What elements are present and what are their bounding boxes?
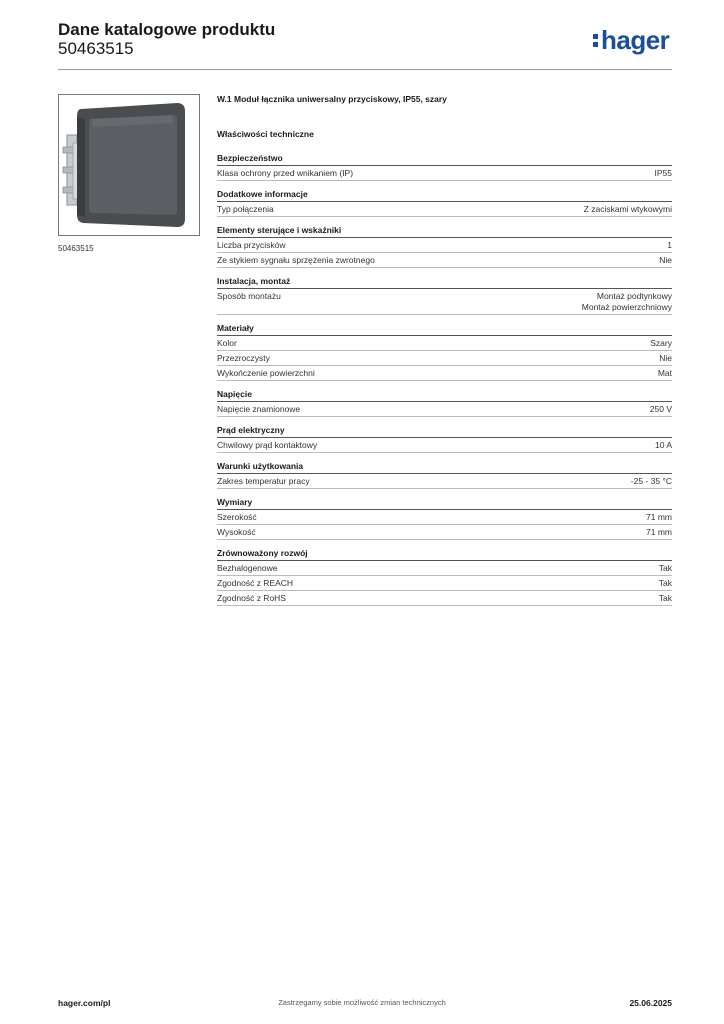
spec-row: [217, 289, 672, 315]
spec-label: Liczba przycisków: [217, 240, 286, 250]
spec-value-line: 10 A: [654, 440, 672, 450]
spec-sections: [217, 153, 672, 606]
spec-label: Szerokość: [217, 512, 257, 522]
spec-row: [217, 166, 672, 181]
spec-value: [658, 368, 672, 379]
tech-properties-heading: Właściwości techniczne: [217, 129, 314, 139]
spec-value-line: 1: [667, 240, 672, 250]
spec-row: [217, 438, 672, 453]
spec-value-line: Montaż powierzchniowy: [581, 302, 672, 312]
spec-label: Sposób montażu: [217, 291, 281, 301]
spec-value: [646, 512, 672, 523]
spec-value: [650, 338, 672, 349]
spec-label: Zgodność z REACH: [217, 578, 294, 588]
spec-row: [217, 351, 672, 366]
spec-value-line: Z zaciskami wtykowymi: [583, 204, 672, 214]
spec-value: [659, 255, 672, 266]
spec-row: [217, 525, 672, 540]
spec-label: Typ połączenia: [217, 204, 274, 214]
spec-section: [217, 461, 672, 489]
spec-value-line: Nie: [659, 353, 672, 363]
spec-value: [659, 563, 672, 574]
spec-section: [217, 225, 672, 268]
spec-value: [655, 168, 673, 179]
spec-value: [655, 440, 672, 451]
spec-label: Klasa ochrony przed wnikaniem (IP): [217, 168, 354, 178]
hager-logo: [593, 25, 669, 56]
spec-row: [217, 510, 672, 525]
spec-row: [217, 402, 672, 417]
section-title: Prąd elektryczny: [217, 425, 672, 438]
spec-value: [659, 578, 672, 589]
footer-disclaimer: Zastrzegamy sobie możliwość zmian technicznych: [278, 998, 446, 1007]
spec-section: [217, 153, 672, 181]
spec-row: [217, 238, 672, 253]
spec-row: [217, 474, 672, 489]
spec-section: [217, 497, 672, 540]
spec-value-line: -25 - 35 °C: [630, 476, 672, 486]
spec-label: Chwilowy prąd kontaktowy: [217, 440, 318, 450]
spec-row: [217, 576, 672, 591]
spec-row: [217, 561, 672, 576]
section-title: Napięcie: [217, 389, 672, 402]
spec-label: Kolor: [217, 338, 237, 348]
spec-value-line: Montaż podtynkowy: [596, 291, 672, 301]
spec-section: [217, 323, 672, 381]
spec-value-line: Tak: [658, 578, 672, 588]
spec-row: [217, 202, 672, 217]
spec-value-line: Mat: [657, 368, 672, 378]
spec-section: [217, 189, 672, 217]
spec-value: [631, 476, 672, 487]
spec-value: [646, 527, 672, 538]
spec-value: [667, 240, 672, 251]
spec-section: [217, 389, 672, 417]
spec-value-line: Szary: [650, 338, 672, 348]
spec-value-line: 71 mm: [646, 527, 672, 537]
spec-value-line: 250 V: [649, 404, 672, 414]
spec-row: [217, 366, 672, 381]
spec-value: [582, 291, 672, 313]
section-title: Zrównoważony rozwój: [217, 548, 672, 561]
spec-section: [217, 276, 672, 315]
spec-label: Wykończenie powierzchni: [217, 368, 315, 378]
spec-value: [659, 593, 672, 604]
spec-value-line: Tak: [658, 593, 672, 603]
spec-value: [584, 204, 672, 215]
image-caption: 50463515: [58, 244, 94, 253]
spec-content: [217, 94, 672, 614]
spec-value-line: IP55: [654, 168, 672, 178]
section-title: Wymiary: [217, 497, 672, 510]
spec-row: [217, 336, 672, 351]
spec-label: Ze stykiem sygnału sprzężenia zwrotnego: [217, 255, 375, 265]
page-title: Dane katalogowe produktu: [58, 20, 276, 39]
section-title: Bezpieczeństwo: [217, 153, 672, 166]
spec-row: [217, 253, 672, 268]
logo-text: hager: [601, 25, 670, 55]
spec-section: [217, 425, 672, 453]
product-image: [58, 94, 200, 236]
spec-label: Wysokość: [217, 527, 256, 537]
section-title: Dodatkowe informacje: [217, 189, 672, 202]
spec-label: Przezroczysty: [217, 353, 270, 363]
spec-value-line: Tak: [658, 563, 672, 573]
spec-row: [217, 591, 672, 606]
spec-label: Bezhalogenowe: [217, 563, 278, 573]
section-title: Warunki użytkowania: [217, 461, 672, 474]
section-title: Instalacja, montaż: [217, 276, 672, 289]
logo-colon-icon: [593, 32, 599, 48]
section-title: Elementy sterujące i wskaźniki: [217, 225, 672, 238]
spec-value-line: 71 mm: [646, 512, 672, 522]
product-number: 50463515: [58, 39, 134, 58]
header-divider: [58, 69, 672, 70]
section-title: Materiały: [217, 323, 672, 336]
product-name: W.1 Moduł łącznika uniwersalny przyciskowy, IP55, szary: [217, 94, 447, 104]
footer-website[interactable]: hager.com/pl: [58, 998, 111, 1008]
spec-value: [650, 404, 672, 415]
spec-label: Zakres temperatur pracy: [217, 476, 310, 486]
spec-label: Zgodność z RoHS: [217, 593, 286, 603]
spec-value-line: Nie: [659, 255, 672, 265]
spec-section: [217, 548, 672, 606]
footer-date: 25.06.2025: [629, 998, 672, 1008]
spec-label: Napięcie znamionowe: [217, 404, 301, 414]
spec-value: [659, 353, 672, 364]
switch-module-icon: [59, 95, 199, 235]
